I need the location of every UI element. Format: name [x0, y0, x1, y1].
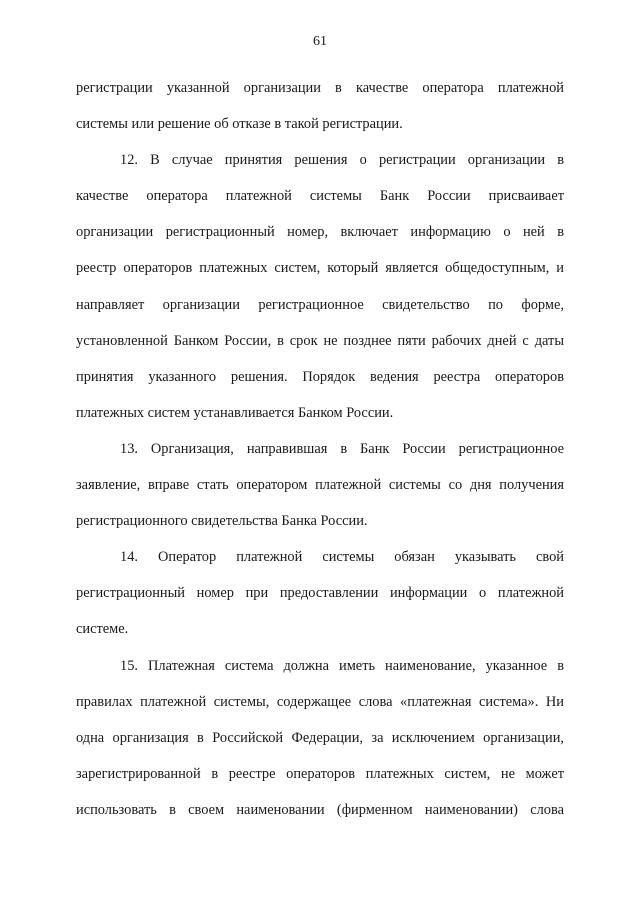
text-line: системы или решение об отказе в такой регистрации. — [76, 116, 403, 133]
text-line: регистрации указанной организации в качестве оператора платежной — [76, 80, 564, 96]
text-line: правилах платежной системы, содержащее слова «платежная система». Ни — [76, 693, 564, 710]
text-line: качестве оператора платежной системы Банк России присваивает — [76, 188, 564, 205]
text-line: заявление, вправе стать оператором платежной системы со дня получения — [76, 477, 564, 494]
text-line: 13. Организация, направившая в Банк России регистрационное — [120, 440, 564, 457]
text-line: 12. В случае принятия решения о регистрации организации в — [120, 152, 564, 169]
text-line: системе. — [76, 621, 129, 638]
text-line: реестр операторов платежных систем, который является общедоступным, и — [76, 260, 564, 277]
text-line: регистрационный номер при предоставлении информации о платежной — [76, 585, 564, 602]
paragraph-15 — [76, 648, 564, 828]
text-line: принятия указанного решения. Порядок ведения реестра операторов — [76, 368, 564, 385]
text-line: направляет организации регистрационное свидетельство по форме, — [76, 296, 564, 313]
paragraph-continuation — [76, 70, 564, 142]
paragraph-14 — [76, 539, 564, 647]
page-number: 61 — [313, 34, 327, 49]
text-line: зарегистрированной в реестре операторов платежных систем, не может — [76, 765, 564, 782]
text-line: организации регистрационный номер, включает информацию о ней в — [76, 224, 564, 241]
document-body — [76, 70, 564, 828]
text-line: использовать в своем наименовании (фирменном наименовании) слова — [76, 801, 564, 818]
paragraph-12 — [76, 142, 564, 431]
text-line: платежных систем устанавливается Банком России. — [76, 404, 394, 421]
text-line: 15. Платежная система должна иметь наименование, указанное в — [120, 657, 564, 674]
text-line: одна организация в Российской Федерации, за исключением организации, — [76, 729, 564, 746]
paragraph-13 — [76, 431, 564, 539]
text-line: регистрационного свидетельства Банка России. — [76, 513, 368, 530]
text-line: 14. Оператор платежной системы обязан указывать свой — [120, 549, 564, 566]
text-line: установленной Банком России, в срок не позднее пяти рабочих дней с даты — [76, 332, 564, 349]
